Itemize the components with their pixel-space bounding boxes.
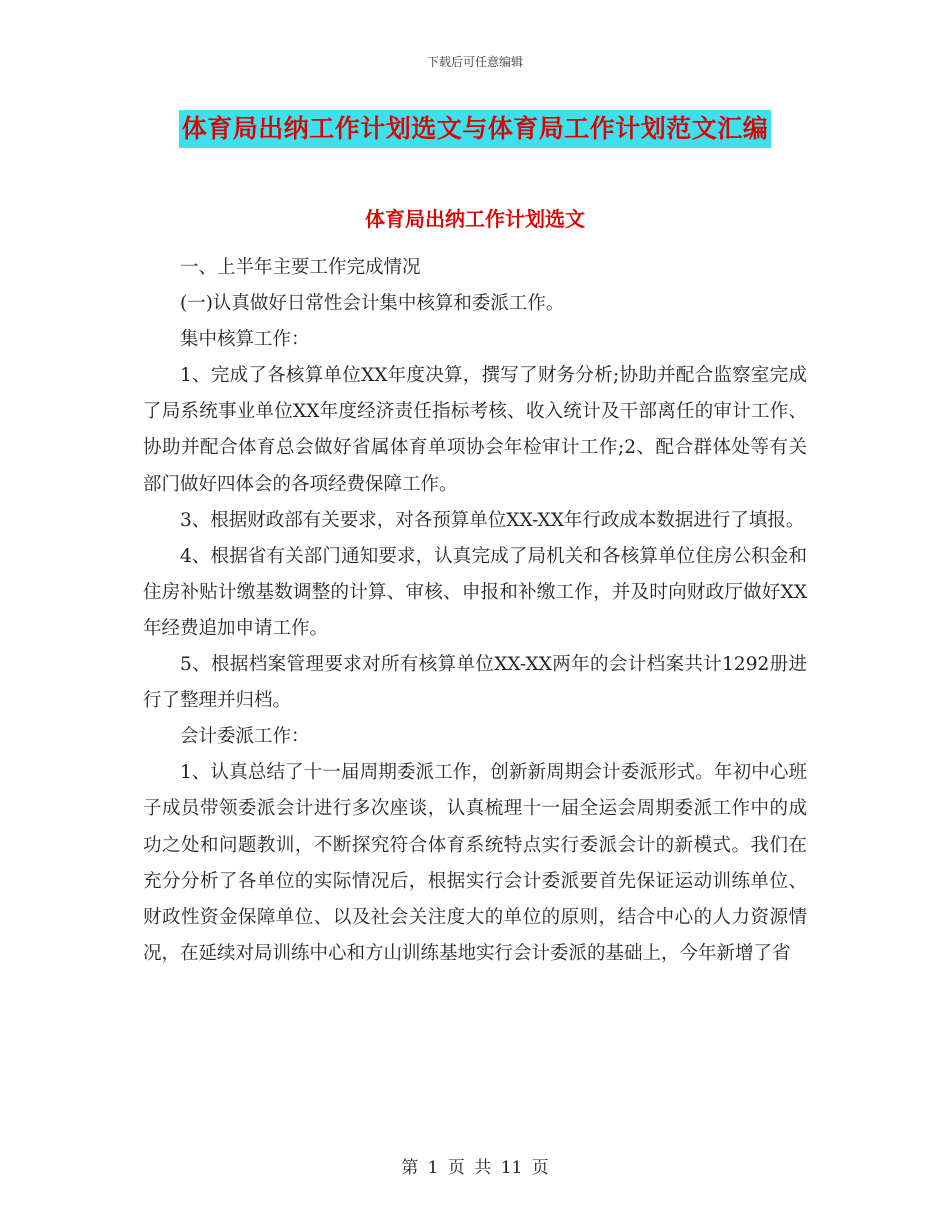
page-footer: 第 1 页 共 11 页 [401, 1158, 549, 1178]
document-title: 体育局出纳工作计划选文与体育局工作计划范文汇编 [179, 110, 772, 148]
header-note: 下载后可任意编辑 [426, 55, 523, 69]
paragraph-heading-1: 一、上半年主要工作完成情况 [180, 257, 421, 278]
paragraph-item-5: 5、根据档案管理要求对所有核算单位XX-XX两年的会计档案共计1292册进行了整理并归档。 [143, 654, 807, 712]
paragraph-subheading: (一)认真做好日常性会计集中核算和委派工作。 [180, 293, 565, 315]
paragraph-item-1: 1、完成了各核算单位XX年度决算，撰写了财务分析;协助并配合监察室完成了局系统事业单位XX年度经济责任指标考核、收入统计及干部离任的审计工作、协助并配合体育总会做好省属体育单项协会年检审计工作;2、配合群体处等有关部门做好四体会的各项经费保障工作。 [143, 365, 807, 495]
section-title: 体育局出纳工作计划选文 [365, 207, 585, 231]
paragraph-delegation-1: 1、认真总结了十一届周期委派工作，创新新周期会计委派形式。年初中心班子成员带领委派会计进行多次座谈，认真梳理十一届全运会周期委派工作中的成功之处和问题教训，不断探究符合体育系统特点实行委派会计的新模式。我们在充分分析了各单位的实际情况后，根据实行会计委派要首先保证运动训练单位、财政性资金保障单位、以及社会关注度大的单位的原则，结合中心的人力资源情况，在延续对局训练中心和方山训练基地实行会计委派的基础上，今年新增了省 [143, 762, 807, 964]
paragraph-item-3: 3、根据财政部有关要求，对各预算单位XX-XX年行政成本数据进行了填报。 [180, 509, 805, 531]
paragraph-label-delegation: 会计委派工作： [180, 726, 310, 748]
paragraph-label-centralized: 集中核算工作： [180, 329, 310, 351]
document-body [143, 250, 807, 972]
main-title-container [0, 110, 950, 148]
paragraph-item-4: 4、根据省有关部门通知要求，认真完成了局机关和各核算单位住房公积金和住房补贴计缴基数调整的计算、审核、申报和补缴工作，并及时向财政厅做好XX年经费追加申请工作。 [143, 545, 807, 639]
